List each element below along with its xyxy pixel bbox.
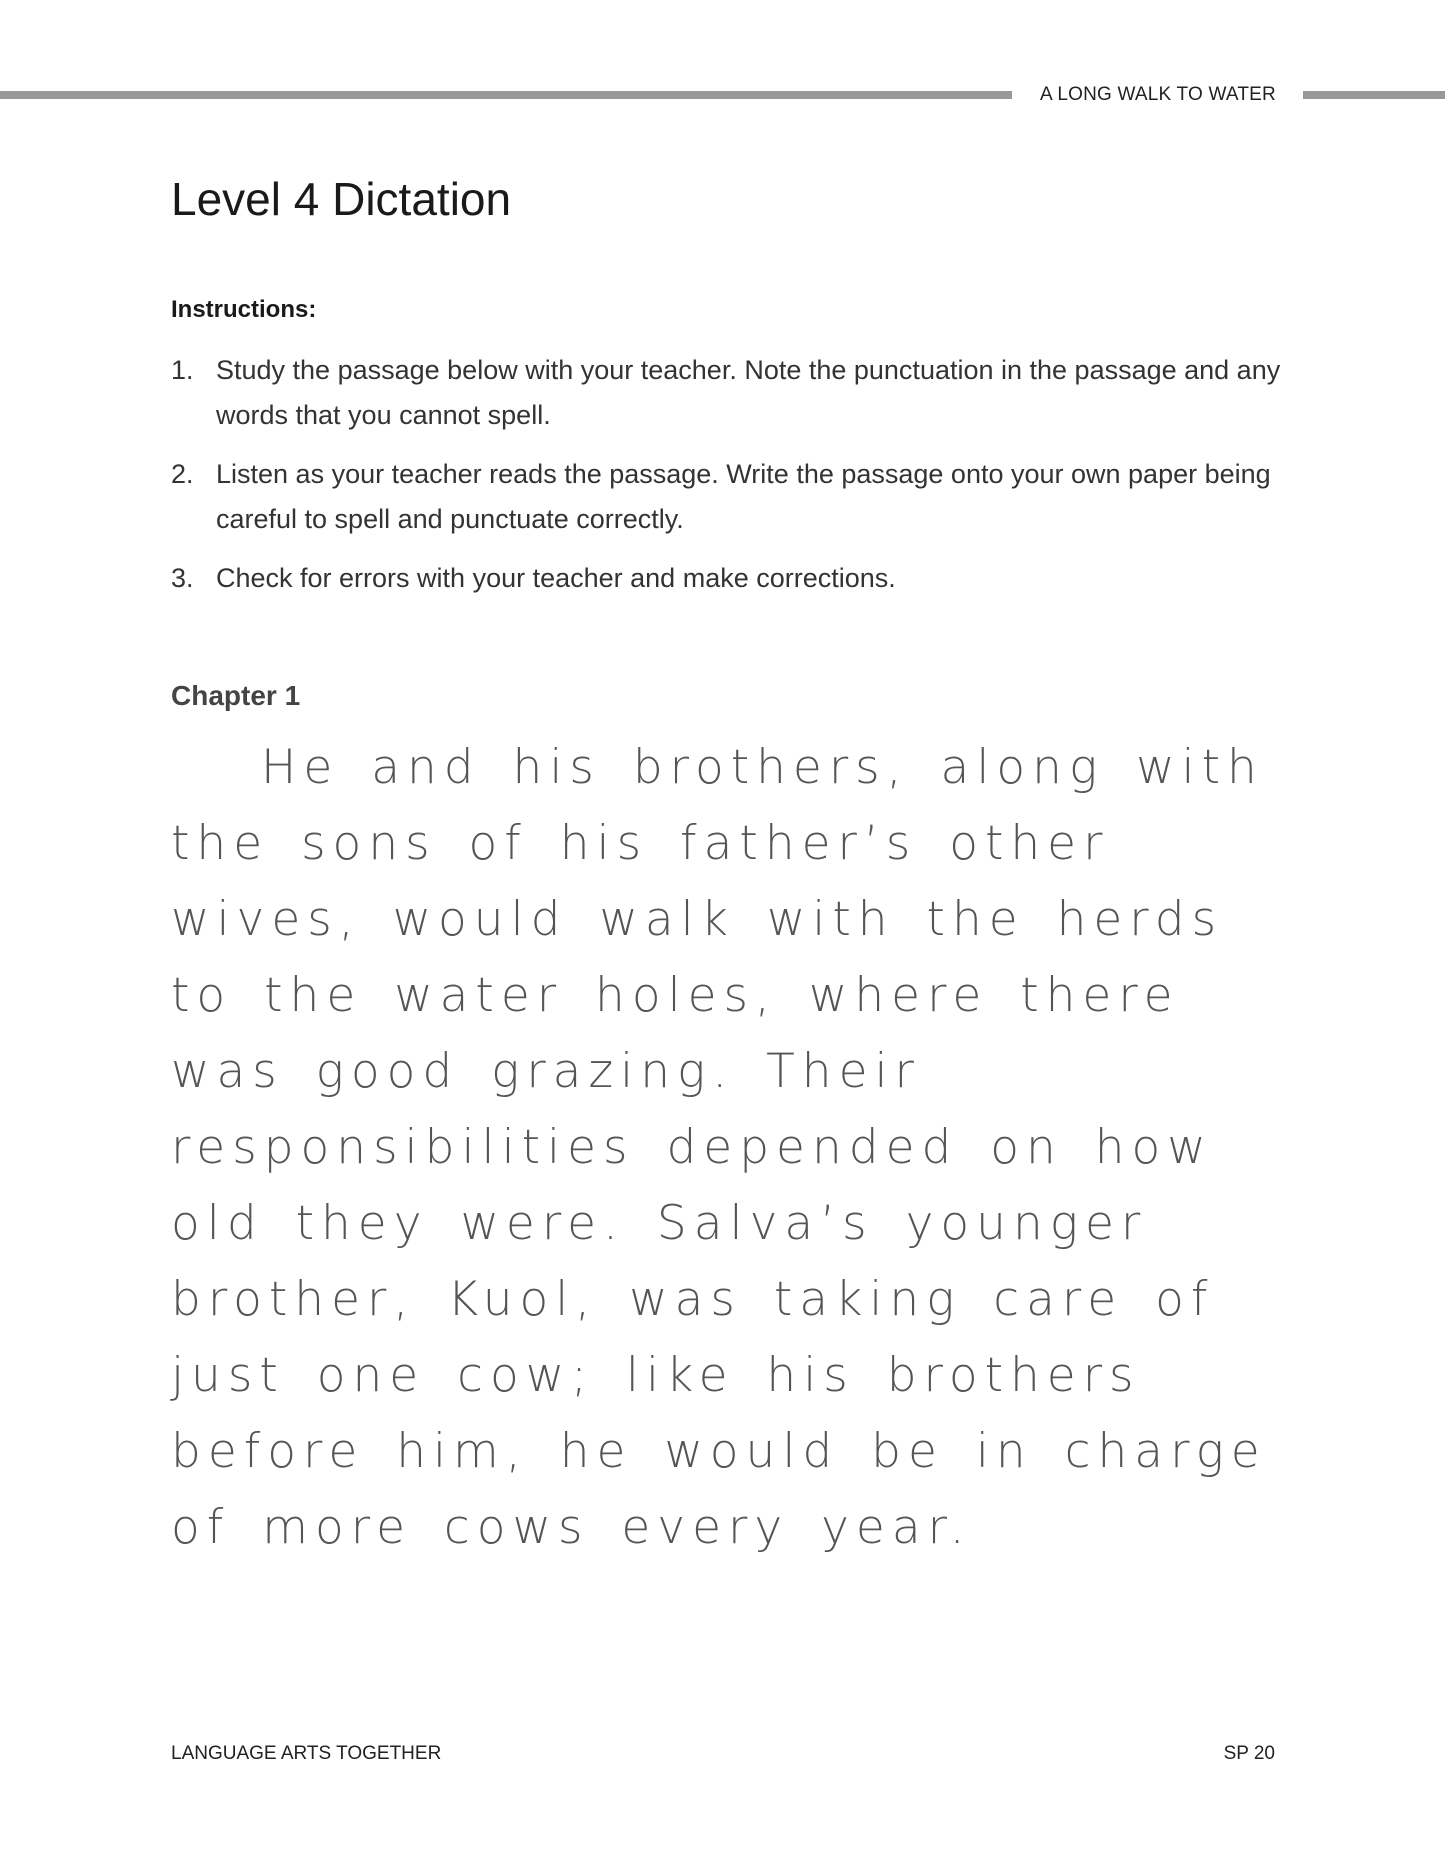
header-rule-right [1303, 91, 1445, 99]
running-header-title: A LONG WALK TO WATER [1040, 84, 1276, 105]
instructions-heading: Instructions: [171, 296, 317, 323]
instruction-text: Study the passage below with your teacher. Note the punctuation in the passage and any words that you cannot spell. [216, 355, 1281, 430]
instruction-item [171, 452, 1291, 542]
instruction-number: 2. [171, 459, 194, 489]
instruction-text: Check for errors with your teacher and make corrections. [216, 563, 896, 593]
instruction-number: 3. [171, 563, 194, 593]
page-title: Level 4 Dictation [171, 173, 512, 225]
instruction-number: 1. [171, 355, 194, 385]
footer-book-title: LANGUAGE ARTS TOGETHER [171, 1743, 442, 1764]
instruction-item [171, 556, 1291, 601]
instruction-text: Listen as your teacher reads the passage. Write the passage onto your own paper being careful to spell and punctuate correctly. [216, 459, 1271, 534]
header-rule-left [0, 91, 1012, 99]
chapter-heading: Chapter 1 [171, 680, 301, 711]
footer-page-number: SP 20 [1223, 1743, 1275, 1764]
instruction-item [171, 348, 1291, 438]
dictation-passage: He and his brothers, along with the sons of his father’s other wives, would walk with the herds to the water holes, where there was good grazing. Their responsibilities depended on how old they were. Salva’s younger brother, Kuol, was taking care of just one cow; like his brothers before him, he would be in charge of more cows every year. [171, 740, 1267, 1555]
instructions-list [171, 348, 1291, 615]
